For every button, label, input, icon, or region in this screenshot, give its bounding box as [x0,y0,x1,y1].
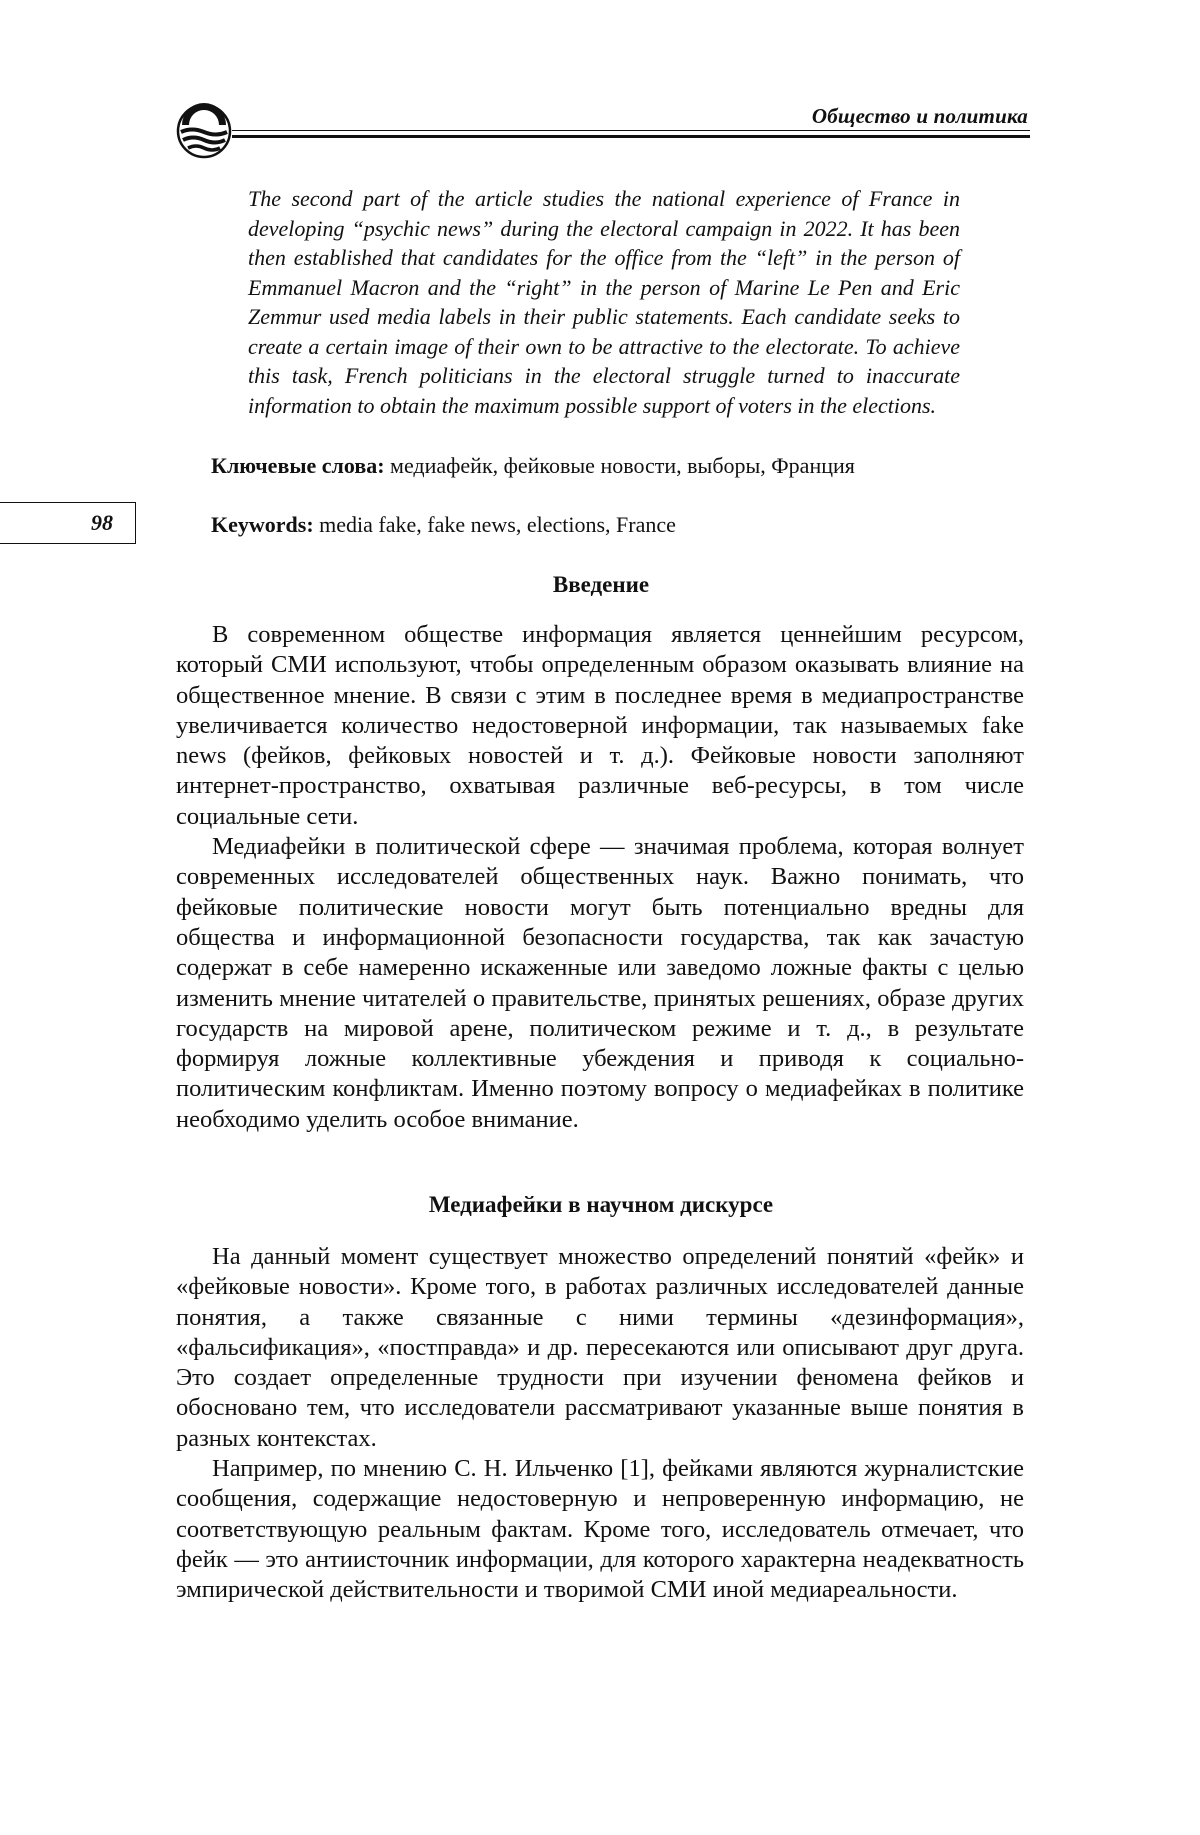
header-rule-thick [232,135,1030,138]
section-title-media-fakes: Медиафейки в научном дискурсе [428,1192,774,1217]
section-body-media-fakes [176,1242,1024,1606]
journal-logo-icon [176,103,232,159]
keywords-ru [211,453,855,479]
paragraph: На данный момент существует множество определений понятий «фейк» и «фейковые новости». Кроме того, в работах различных исследователей данные понятия, а также связанные с ними термины «дезинформация», «фальсификация», «постправда» и др. пересекаются или описывают друг друга. Это создает определенные трудности при изучении феномена фейков и обосновано тем, что исследователи рассматривают указанные выше понятия в разных контекстах. [176,1243,1024,1452]
running-head: Общество и политика [811,104,1028,128]
keywords-en-values: media fake, fake news, elections, France [313,512,676,537]
keywords-ru-values: медиафейк, фейковые новости, выборы, Франция [384,453,855,478]
paragraph: В современном обществе информация является ценнейшим ресурсом, который СМИ используют, чтобы определенным образом оказывать влияние на общественное мнение. В связи с этим в последнее время в медиапространстве увеличивается количество недостоверной информации, так называемых fake news (фейков, фейковых новостей и т. д.). Фейковые новости заполняют интернет-пространство, охватывая различные веб-ресурсы, в том числе социальные сети. [176,621,1024,830]
keywords-ru-label: Ключевые слова: [211,453,385,478]
page-number: 98 [91,510,113,535]
abstract-text: The second part of the article studies the national experience of France in developing “psychic news” during the electoral campaign in 2022. It has been then established that candidates for the office from the “left” in the person of Emmanuel Macron and the “right” in the person of Marine Le Pen and Eric Zemmur used media labels in their public statements. Each candidate seeks to create a certain image of their own to be attractive to the electorate. To achieve this task, French politicians in the electoral struggle turned to inaccurate information to obtain the maximum possible support of voters in the elections. [248,186,960,418]
keywords-en [211,512,676,538]
paragraph: Медиафейки в политической сфере — значимая проблема, которая волнует современных исследователей общественных наук. Важно понимать, что фейковые политические новости могут быть потенциально вредны для общества и информационной безопасности государства, так как зачастую содержат в себе намеренно искаженные или заведомо ложные факты с целью изменить мнение читателей о правительстве, принятых решениях, образе других государств на мировой арене, политическом режиме и т. д., в результате формируя ложные коллективные убеждения и приводя к социально-политическим конфликтам. Именно поэтому вопросу о медиафейках в политике необходимо уделить особое внимание. [176,833,1024,1133]
header-rule-thin [232,130,1030,131]
paragraph: Например, по мнению С. Н. Ильченко [1], фейками являются журналистские сообщения, содержащие недостоверную и непроверенную информацию, не соответствующую реальным фактам. Кроме того, исследователь отмечает, что фейк — это антиисточник информации, для которого характерна неадекватность эмпирической действительности и творимой СМИ иной медиареальности. [176,1455,1024,1604]
section-body-introduction [176,620,1024,1135]
keywords-en-label: Keywords: [211,512,314,537]
section-title-introduction: Введение [552,572,650,597]
page-number-box [0,502,136,544]
